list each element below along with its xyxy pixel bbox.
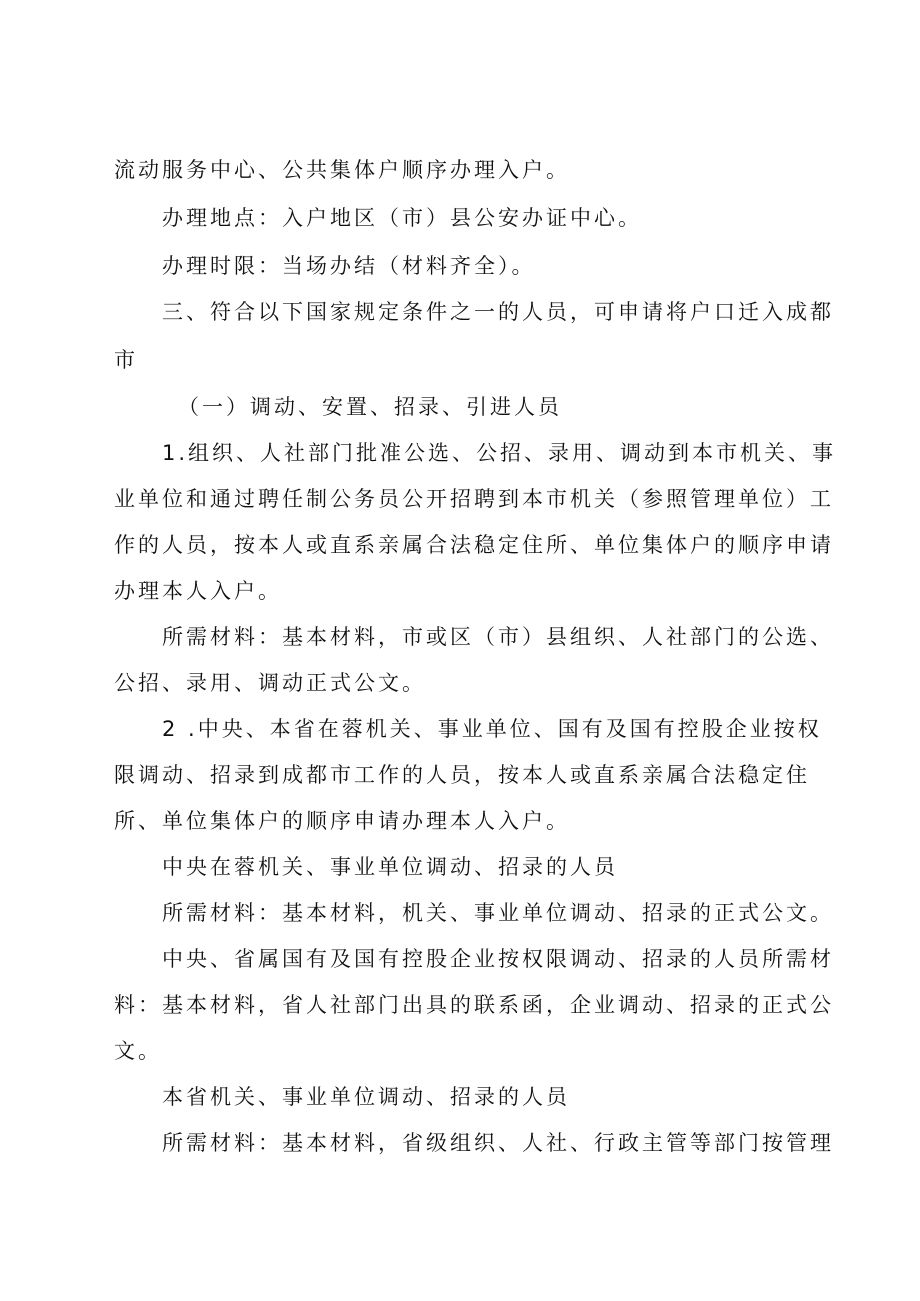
text-line: 1.组织、人社部门批准公选、公招、录用、调动到本市机关、事	[162, 441, 837, 465]
text-line: 限调动、招录到成都市工作的人员，按本人或直系亲属合法稳定住	[114, 763, 810, 787]
text-line: 业单位和通过聘任制公务员公开招聘到本市机关（参照管理单位）工	[114, 487, 834, 511]
text-line: 办理地点：入户地区（市）县公安办证中心。	[162, 206, 642, 230]
text-line: 中央、省属国有及国有控股企业按权限调动、招录的人员所需材	[162, 947, 834, 971]
text-line: 流动服务中心、公共集体户顺序办理入户。	[114, 158, 570, 182]
text-line: 中央在蓉机关、事业单位调动、招录的人员	[162, 855, 618, 879]
text-line: 所需材料：基本材料，市或区（市）县组织、人社部门的公选、	[162, 625, 834, 649]
text-line: 所需材料：基本材料，省级组织、人社、行政主管等部门按管理	[162, 1131, 834, 1155]
section-heading-continuation: 市	[114, 348, 138, 372]
text-line: 办理时限：当场办结（材料齐全）。	[162, 254, 536, 278]
text-line: 本省机关、事业单位调动、招录的人员	[162, 1085, 570, 1109]
section-heading: 三、符合以下国家规定条件之一的人员，可申请将户口迁入成都	[162, 300, 834, 324]
text-line: 公招、录用、调动正式公文。	[114, 671, 426, 695]
text-line: 2 .中央、本省在蓉机关、事业单位、国有及国有控股企业按权	[162, 717, 822, 741]
subsection-heading: （一）调动、安置、招录、引进人员	[178, 395, 562, 419]
text-line: 所、单位集体户的顺序申请办理本人入户。	[114, 809, 570, 833]
text-line: 办理本人入户。	[114, 579, 282, 603]
text-line: 料：基本材料，省人社部门出具的联系函，企业调动、招录的正式公	[114, 993, 834, 1017]
text-line: 文。	[114, 1039, 162, 1063]
text-line: 作的人员，按本人或直系亲属合法稳定住所、单位集体户的顺序申请	[114, 533, 834, 557]
text-line: 所需材料：基本材料，机关、事业单位调动、招录的正式公文。	[162, 901, 834, 925]
